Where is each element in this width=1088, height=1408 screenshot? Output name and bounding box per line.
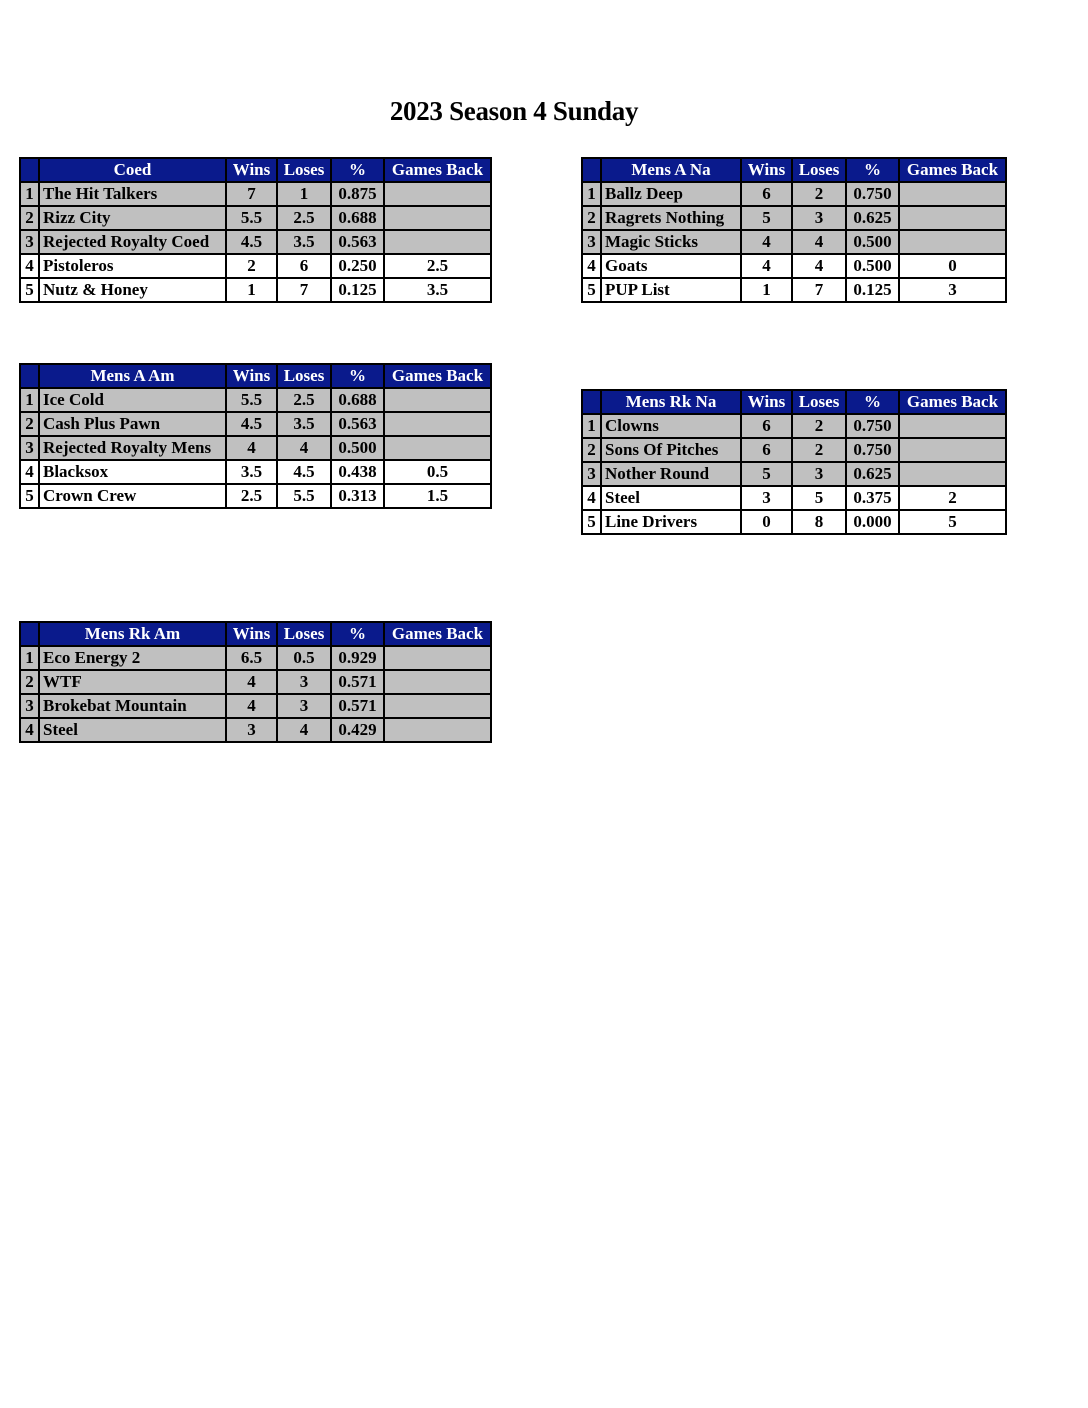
team-cell: Ballz Deep <box>601 182 741 206</box>
loses-cell: 0.5 <box>277 646 331 670</box>
team-cell: Nother Round <box>601 462 741 486</box>
header-loses: Loses <box>792 158 846 182</box>
pct-cell: 0.750 <box>846 414 899 438</box>
table-row <box>20 718 491 742</box>
games-back-cell <box>384 182 491 206</box>
table-row <box>20 694 491 718</box>
team-cell: Rejected Royalty Mens <box>39 436 226 460</box>
pct-cell: 0.250 <box>331 254 384 278</box>
pct-cell: 0.563 <box>331 412 384 436</box>
header-pct: % <box>846 390 899 414</box>
team-cell: Eco Energy 2 <box>39 646 226 670</box>
loses-cell: 3.5 <box>277 230 331 254</box>
team-cell: Magic Sticks <box>601 230 741 254</box>
table-row <box>20 484 491 508</box>
header-pct: % <box>331 364 384 388</box>
table-row <box>20 670 491 694</box>
loses-cell: 2 <box>792 438 846 462</box>
loses-cell: 3 <box>277 694 331 718</box>
rank-cell: 2 <box>582 438 601 462</box>
loses-cell: 3 <box>277 670 331 694</box>
pct-cell: 0.125 <box>331 278 384 302</box>
games-back-cell <box>384 718 491 742</box>
rank-cell: 4 <box>20 254 39 278</box>
header-pct: % <box>331 622 384 646</box>
pct-cell: 0.688 <box>331 388 384 412</box>
header-wins: Wins <box>741 390 792 414</box>
games-back-cell: 3 <box>899 278 1006 302</box>
rank-cell: 5 <box>582 278 601 302</box>
header-rank <box>582 158 601 182</box>
rank-cell: 3 <box>20 694 39 718</box>
team-cell: Clowns <box>601 414 741 438</box>
loses-cell: 2 <box>792 182 846 206</box>
games-back-cell: 1.5 <box>384 484 491 508</box>
rank-cell: 1 <box>582 182 601 206</box>
wins-cell: 2.5 <box>226 484 277 508</box>
pct-cell: 0.000 <box>846 510 899 534</box>
header-wins: Wins <box>226 364 277 388</box>
rank-cell: 4 <box>20 460 39 484</box>
wins-cell: 5.5 <box>226 206 277 230</box>
loses-cell: 5 <box>792 486 846 510</box>
standings-table-mens-a-na <box>581 157 1007 303</box>
table-header-row <box>20 364 491 388</box>
loses-cell: 3 <box>792 206 846 230</box>
team-cell: Goats <box>601 254 741 278</box>
loses-cell: 4 <box>277 436 331 460</box>
header-loses: Loses <box>277 622 331 646</box>
wins-cell: 5.5 <box>226 388 277 412</box>
header-pct: % <box>846 158 899 182</box>
team-cell: Blacksox <box>39 460 226 484</box>
loses-cell: 6 <box>277 254 331 278</box>
pct-cell: 0.625 <box>846 206 899 230</box>
pct-cell: 0.688 <box>331 206 384 230</box>
wins-cell: 6.5 <box>226 646 277 670</box>
wins-cell: 4.5 <box>226 412 277 436</box>
table-row <box>20 436 491 460</box>
games-back-cell: 0.5 <box>384 460 491 484</box>
header-games-back: Games Back <box>384 158 491 182</box>
wins-cell: 6 <box>741 414 792 438</box>
wins-cell: 1 <box>226 278 277 302</box>
rank-cell: 2 <box>582 206 601 230</box>
rank-cell: 4 <box>582 254 601 278</box>
wins-cell: 4 <box>741 254 792 278</box>
pct-cell: 0.500 <box>846 254 899 278</box>
table-row <box>20 388 491 412</box>
pct-cell: 0.313 <box>331 484 384 508</box>
wins-cell: 4 <box>226 694 277 718</box>
rank-cell: 2 <box>20 670 39 694</box>
games-back-cell <box>899 414 1006 438</box>
wins-cell: 7 <box>226 182 277 206</box>
team-cell: Nutz & Honey <box>39 278 226 302</box>
wins-cell: 5 <box>741 462 792 486</box>
pct-cell: 0.571 <box>331 694 384 718</box>
team-cell: Line Drivers <box>601 510 741 534</box>
loses-cell: 8 <box>792 510 846 534</box>
header-games-back: Games Back <box>899 390 1006 414</box>
rank-cell: 4 <box>20 718 39 742</box>
header-wins: Wins <box>226 158 277 182</box>
team-cell: Ice Cold <box>39 388 226 412</box>
pct-cell: 0.500 <box>846 230 899 254</box>
header-games-back: Games Back <box>899 158 1006 182</box>
pct-cell: 0.750 <box>846 182 899 206</box>
header-pct: % <box>331 158 384 182</box>
wins-cell: 6 <box>741 438 792 462</box>
standings-table-mens-a-am <box>19 363 492 509</box>
wins-cell: 4 <box>226 436 277 460</box>
rank-cell: 4 <box>582 486 601 510</box>
wins-cell: 3 <box>741 486 792 510</box>
table-row <box>20 230 491 254</box>
rank-cell: 2 <box>20 206 39 230</box>
header-wins: Wins <box>741 158 792 182</box>
wins-cell: 2 <box>226 254 277 278</box>
games-back-cell: 3.5 <box>384 278 491 302</box>
pct-cell: 0.929 <box>331 646 384 670</box>
loses-cell: 3 <box>792 462 846 486</box>
loses-cell: 2.5 <box>277 388 331 412</box>
team-cell: Cash Plus Pawn <box>39 412 226 436</box>
table-row <box>582 486 1006 510</box>
games-back-cell <box>899 182 1006 206</box>
header-wins: Wins <box>226 622 277 646</box>
team-cell: Pistoleros <box>39 254 226 278</box>
team-cell: Crown Crew <box>39 484 226 508</box>
rank-cell: 2 <box>20 412 39 436</box>
loses-cell: 3.5 <box>277 412 331 436</box>
table-header-row <box>582 158 1006 182</box>
header-loses: Loses <box>277 158 331 182</box>
pct-cell: 0.429 <box>331 718 384 742</box>
pct-cell: 0.875 <box>331 182 384 206</box>
games-back-cell <box>899 206 1006 230</box>
rank-cell: 5 <box>20 484 39 508</box>
games-back-cell <box>384 388 491 412</box>
loses-cell: 4.5 <box>277 460 331 484</box>
header-division: Mens A Na <box>601 158 741 182</box>
team-cell: Steel <box>39 718 226 742</box>
header-games-back: Games Back <box>384 364 491 388</box>
table-row <box>20 646 491 670</box>
header-rank <box>20 622 39 646</box>
wins-cell: 3 <box>226 718 277 742</box>
pct-cell: 0.571 <box>331 670 384 694</box>
header-loses: Loses <box>792 390 846 414</box>
table-header-row <box>582 390 1006 414</box>
table-row <box>582 182 1006 206</box>
team-cell: WTF <box>39 670 226 694</box>
table-row <box>582 254 1006 278</box>
games-back-cell: 0 <box>899 254 1006 278</box>
loses-cell: 1 <box>277 182 331 206</box>
pct-cell: 0.125 <box>846 278 899 302</box>
pct-cell: 0.438 <box>331 460 384 484</box>
loses-cell: 7 <box>792 278 846 302</box>
table-row <box>582 462 1006 486</box>
games-back-cell: 2 <box>899 486 1006 510</box>
standings-table-mens-rk-na <box>581 389 1007 535</box>
loses-cell: 4 <box>792 254 846 278</box>
table-row <box>20 182 491 206</box>
table-row <box>20 278 491 302</box>
table-row <box>20 412 491 436</box>
games-back-cell <box>384 412 491 436</box>
header-division: Mens Rk Na <box>601 390 741 414</box>
team-cell: Sons Of Pitches <box>601 438 741 462</box>
table-row <box>582 438 1006 462</box>
team-cell: Ragrets Nothing <box>601 206 741 230</box>
team-cell: Rizz City <box>39 206 226 230</box>
rank-cell: 1 <box>20 646 39 670</box>
standings-table-mens-rk-am <box>19 621 492 743</box>
table-row <box>582 278 1006 302</box>
team-cell: Rejected Royalty Coed <box>39 230 226 254</box>
games-back-cell <box>384 670 491 694</box>
rank-cell: 5 <box>582 510 601 534</box>
rank-cell: 3 <box>582 230 601 254</box>
rank-cell: 1 <box>20 388 39 412</box>
pct-cell: 0.750 <box>846 438 899 462</box>
team-cell: Steel <box>601 486 741 510</box>
table-row <box>20 206 491 230</box>
table-row <box>20 460 491 484</box>
games-back-cell <box>384 230 491 254</box>
rank-cell: 3 <box>20 230 39 254</box>
rank-cell: 5 <box>20 278 39 302</box>
standings-table-coed <box>19 157 492 303</box>
page-title: 2023 Season 4 Sunday <box>389 96 639 126</box>
wins-cell: 3.5 <box>226 460 277 484</box>
rank-cell: 1 <box>20 182 39 206</box>
team-cell: Brokebat Mountain <box>39 694 226 718</box>
pct-cell: 0.500 <box>331 436 384 460</box>
pct-cell: 0.563 <box>331 230 384 254</box>
table-row <box>582 206 1006 230</box>
header-division: Coed <box>39 158 226 182</box>
games-back-cell <box>384 206 491 230</box>
table-row <box>20 254 491 278</box>
wins-cell: 5 <box>741 206 792 230</box>
table-row <box>582 510 1006 534</box>
loses-cell: 2.5 <box>277 206 331 230</box>
loses-cell: 5.5 <box>277 484 331 508</box>
table-header-row <box>20 158 491 182</box>
wins-cell: 6 <box>741 182 792 206</box>
loses-cell: 4 <box>277 718 331 742</box>
loses-cell: 4 <box>792 230 846 254</box>
header-games-back: Games Back <box>384 622 491 646</box>
pct-cell: 0.375 <box>846 486 899 510</box>
header-rank <box>20 364 39 388</box>
pct-cell: 0.625 <box>846 462 899 486</box>
games-back-cell: 5 <box>899 510 1006 534</box>
table-row <box>582 230 1006 254</box>
games-back-cell <box>899 462 1006 486</box>
wins-cell: 4 <box>741 230 792 254</box>
header-division: Mens Rk Am <box>39 622 226 646</box>
rank-cell: 1 <box>582 414 601 438</box>
rank-cell: 3 <box>20 436 39 460</box>
games-back-cell <box>384 436 491 460</box>
table-header-row <box>20 622 491 646</box>
header-rank <box>582 390 601 414</box>
games-back-cell <box>384 694 491 718</box>
header-division: Mens A Am <box>39 364 226 388</box>
loses-cell: 7 <box>277 278 331 302</box>
games-back-cell <box>899 438 1006 462</box>
header-rank <box>20 158 39 182</box>
wins-cell: 4 <box>226 670 277 694</box>
team-cell: The Hit Talkers <box>39 182 226 206</box>
header-loses: Loses <box>277 364 331 388</box>
games-back-cell <box>384 646 491 670</box>
rank-cell: 3 <box>582 462 601 486</box>
loses-cell: 2 <box>792 414 846 438</box>
games-back-cell <box>899 230 1006 254</box>
table-row <box>582 414 1006 438</box>
games-back-cell: 2.5 <box>384 254 491 278</box>
team-cell: PUP List <box>601 278 741 302</box>
wins-cell: 0 <box>741 510 792 534</box>
wins-cell: 1 <box>741 278 792 302</box>
wins-cell: 4.5 <box>226 230 277 254</box>
